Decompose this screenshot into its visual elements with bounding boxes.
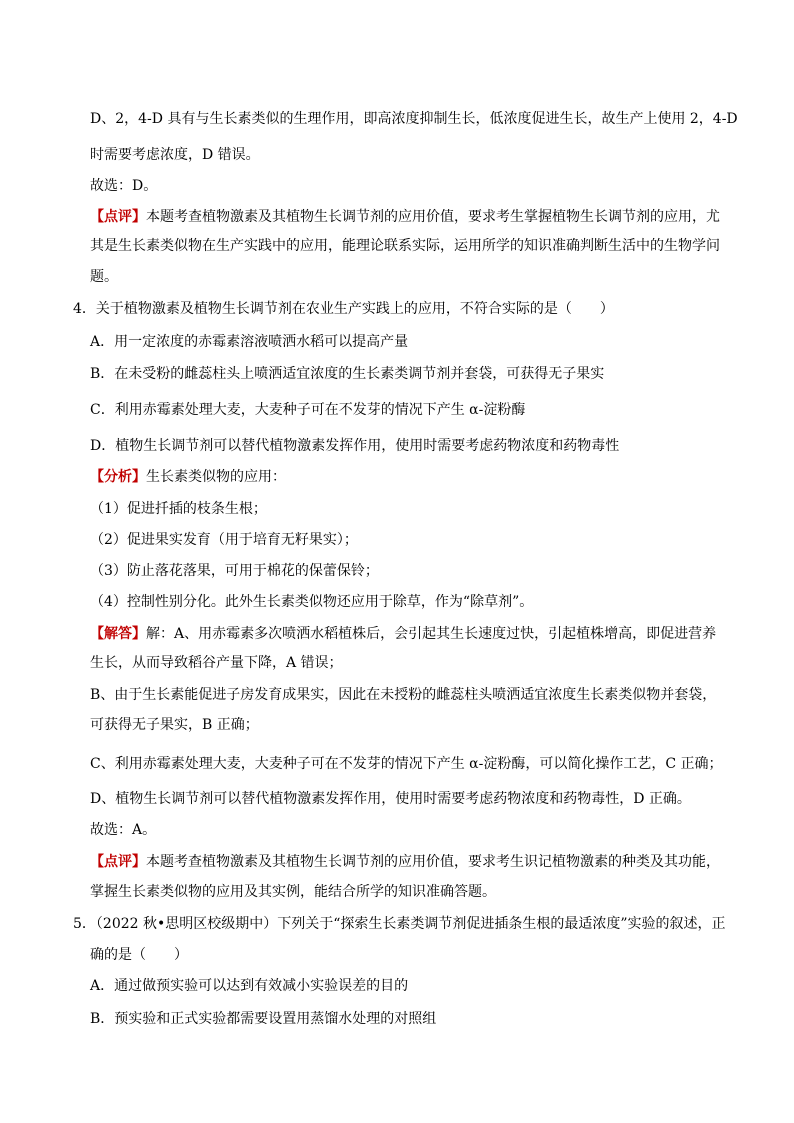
q4-comment-tag: 【点评】: [90, 854, 146, 870]
q4-option-a: A．用一定浓度的赤霉素溶液喷洒水稻可以提高产量: [90, 334, 409, 350]
q4-choose-line: 故选：A。: [90, 822, 157, 838]
q4-analysis-4: （4）控制性别分化。此外生长素类似物还应用于除草，作为“除草剂”。: [90, 594, 534, 610]
choose-line: 故选：D。: [90, 178, 158, 194]
q4-answer-a-line-2: 生长，从而导致稻谷产量下降，A 错误；: [90, 655, 343, 671]
answer-d-line-2: 时需要考虑浓度，D 错误。: [90, 147, 260, 163]
q4-analysis-title: [90, 468, 286, 486]
comment-tag: 【点评】: [90, 209, 146, 225]
q4-option-d: D．植物生长调节剂可以替代植物激素发挥作用，使用时需要考虑药物浓度和药物毒性: [90, 438, 620, 454]
comment-text: 本题考查植物激素及其植物生长调节剂的应用价值，要求考生掌握植物生长调节剂的应用，尤: [146, 209, 720, 225]
q4-analysis-1: （1）促进扦插的枝条生根；: [90, 501, 267, 517]
q4-option-c: C．利用赤霉素处理大麦，大麦种子可在不发芽的情况下产生 α-淀粉酶: [90, 402, 526, 418]
q4-comment-line-1: [90, 853, 720, 871]
q4-analysis-3: （3）防止落花落果，可用于棉花的保蕾保铃；: [90, 563, 379, 579]
answer-text: 解：A、用赤霉素多次喷洒水稻植株后，会引起其生长速度过快，引起植株增高，即促进营养: [146, 626, 717, 642]
answer-tag: 【解答】: [90, 626, 146, 642]
answer-d-line-1: D、2，4-D 具有与生长素类似的生理作用，即高浓度抑制生长，低浓度促进生长，故生产上使用 2，4-D: [90, 111, 738, 127]
q5-option-a: A．通过做预实验可以达到有效减小实验误差的目的: [90, 978, 409, 994]
comment-line-1: [90, 208, 720, 226]
question-5-stem-line-1: 5．（2022 秋•思明区校级期中）下列关于“探索生长素类调节剂促进插条生根的最适浓度”实验的叙述，正: [73, 916, 726, 932]
q4-comment-line-2: 掌握生长素类似物的应用及其实例，能结合所学的知识准确答题。: [90, 884, 496, 900]
q4-answer-c: C、利用赤霉素处理大麦，大麦种子可在不发芽的情况下产生 α-淀粉酶，可以简化操作工艺，C 正确；: [90, 756, 723, 772]
q4-answer-a-line-1: [90, 625, 716, 643]
q4-option-b: B．在未受粉的雌蕊柱头上喷洒适宜浓度的生长素类调节剂并套袋，可获得无子果实: [90, 366, 605, 382]
question-4-stem: 4．关于植物激素及植物生长调节剂在农业生产实践上的应用，不符合实际的是（ ）: [73, 301, 614, 317]
q4-answer-b-line-2: 可获得无子果实，B 正确；: [90, 717, 259, 733]
q4-analysis-2: （2）促进果实发育（用于培育无籽果实）；: [90, 532, 358, 548]
comment-line-2: 其是生长素类似物在生产实践中的应用，能理论联系实际，运用所学的知识准确判断生活中的生物学问: [90, 238, 720, 254]
q4-answer-b-line-1: B、由于生长素能促进子房发育成果实，因此在未授粉的雌蕊柱头喷洒适宜浓度生长素类似物并套袋，: [90, 687, 717, 703]
q5-option-b: B．预实验和正式实验都需要设置用蒸馏水处理的对照组: [90, 1011, 437, 1027]
question-5-stem-line-2: 确的是（ ）: [90, 947, 188, 963]
q4-comment-text: 本题考查植物激素及其植物生长调节剂的应用价值，要求考生识记植物激素的种类及其功能，: [146, 854, 720, 870]
comment-line-3: 题。: [90, 269, 118, 285]
q4-answer-d: D、植物生长调节剂可以替代植物激素发挥作用，使用时需要考虑药物浓度和药物毒性，D 正确。: [90, 791, 691, 807]
analysis-text: 生长素类似物的应用：: [146, 469, 286, 485]
analysis-tag: 【分析】: [90, 469, 146, 485]
